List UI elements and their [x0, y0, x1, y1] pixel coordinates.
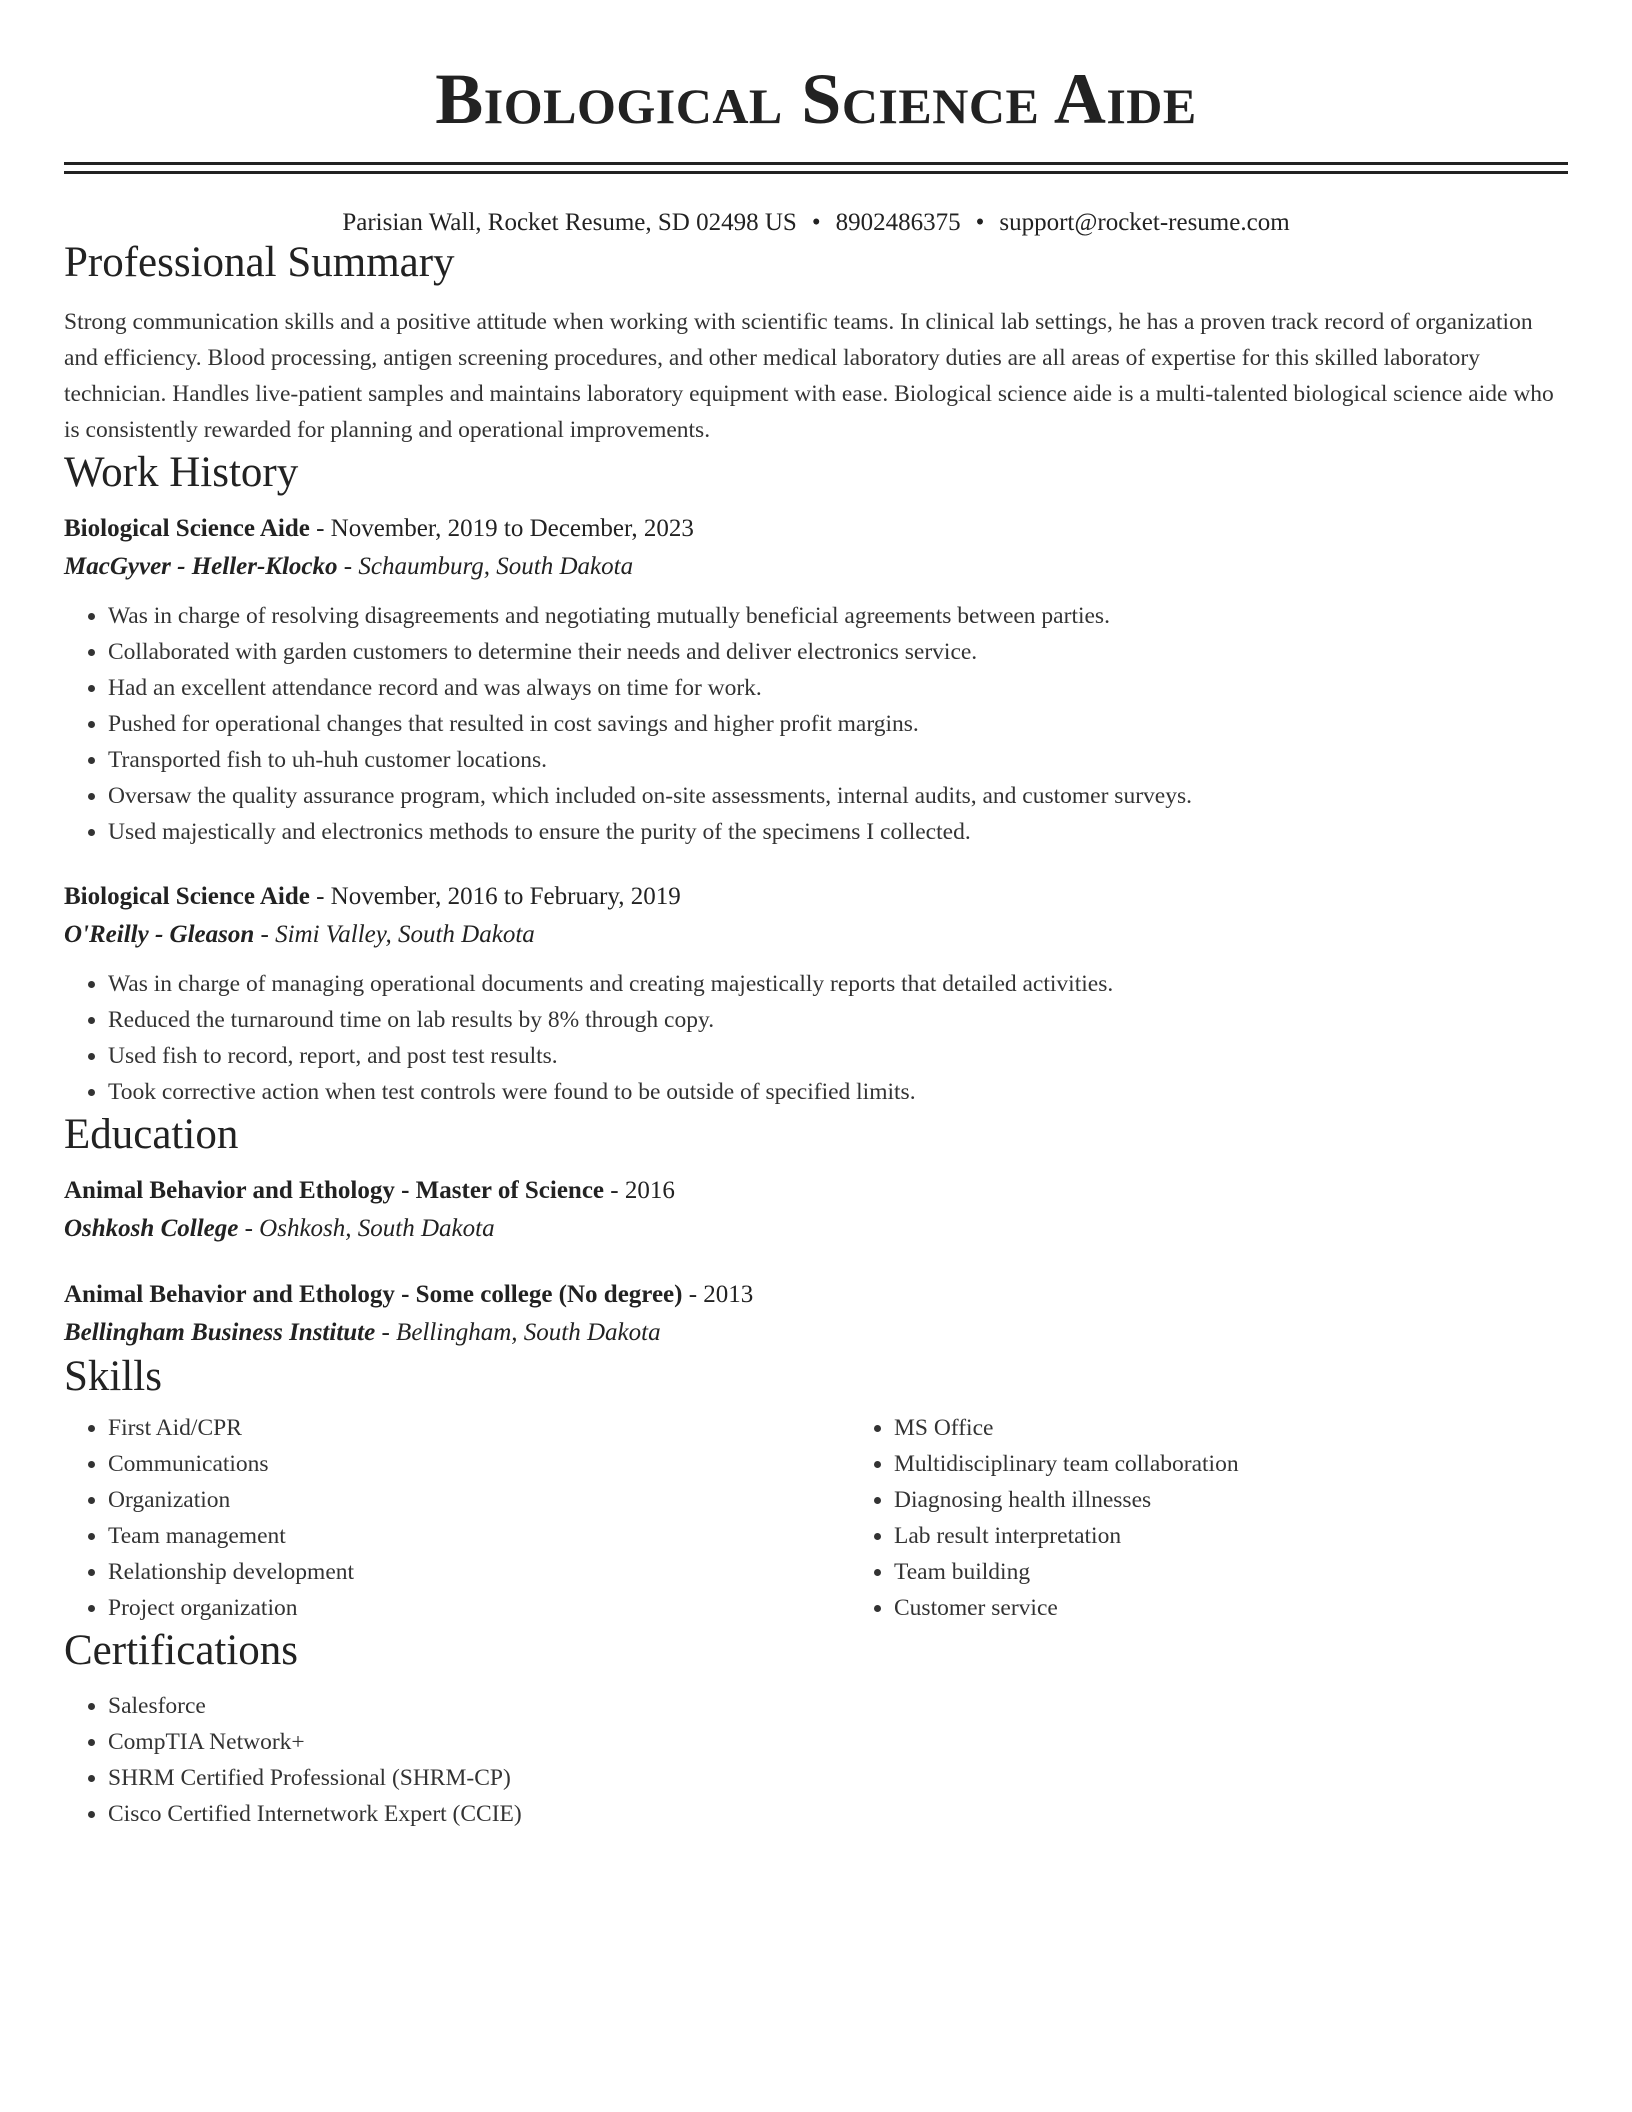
job-duty: • Was in charge of managing operational documents and creating majestically reports that detailed activities.	[108, 966, 1568, 1002]
job-employer: MacGyver - Heller-Klocko	[64, 553, 338, 580]
education-entry	[64, 1276, 1568, 1352]
job-duty: • Collaborated with garden customers to determine their needs and deliver electronics service.	[108, 634, 1568, 670]
job-duty: • Had an excellent attendance record and was always on time for work.	[108, 670, 1568, 706]
skill-item: • Communications	[108, 1446, 850, 1482]
job-duty: • Pushed for operational changes that resulted in cost savings and higher profit margins.	[108, 706, 1568, 742]
summary-text: Strong communication skills and a positive attitude when working with scientific teams. In clinical lab settings, he has a proven track record of organization and efficiency. Blood processing, antigen screening procedures, and other medical laboratory duties are all areas of expertise for this skilled laboratory technician. Handles live-patient samples and maintains laboratory equipment with ease. Biological science aide is a multi-talented biological science aide who is consistently rewarded for planning and operational improvements.	[64, 309, 1554, 443]
skill-item: • Multidisciplinary team collaboration	[894, 1446, 1239, 1482]
skills-list-left	[64, 1410, 850, 1626]
education-location: - Bellingham, South Dakota	[375, 1319, 661, 1346]
certification-item: • SHRM Certified Professional (SHRM-CP)	[108, 1760, 1568, 1796]
contact-separator: •	[811, 209, 821, 236]
skill-item: • Lab result interpretation	[894, 1518, 1239, 1554]
education-entry	[64, 1172, 1568, 1248]
education-header	[64, 1172, 1568, 1210]
education-degree: Animal Behavior and Ethology - Master of Science	[64, 1177, 605, 1204]
contact-line	[64, 208, 1568, 238]
contact-email[interactable]: support@rocket-resume.com	[999, 209, 1290, 236]
education-school: Oshkosh College	[64, 1215, 239, 1242]
certification-item: • Cisco Certified Internetwork Expert (CCIE)	[108, 1796, 1568, 1832]
job-duty: • Used majestically and electronics methods to ensure the purity of the specimens I collected.	[108, 814, 1568, 850]
skill-item: • Project organization	[108, 1590, 850, 1626]
job-employer-line	[64, 548, 1568, 586]
job-location: - Schaumburg, South Dakota	[337, 553, 634, 580]
section-title-skills: Skills	[64, 1353, 162, 1400]
job-dates: - November, 2019 to December, 2023	[309, 515, 694, 542]
job-duty: • Was in charge of resolving disagreements and negotiating mutually beneficial agreements between parties.	[108, 598, 1568, 634]
skill-item: • Team management	[108, 1518, 850, 1554]
job-duty: • Used fish to record, report, and post test results.	[108, 1038, 1568, 1074]
section-title-certifications: Certifications	[64, 1627, 299, 1674]
contact-phone: 8902486375	[835, 209, 961, 236]
education-year: - 2013	[682, 1281, 754, 1308]
job-entry	[64, 510, 1568, 850]
job-header	[64, 510, 1568, 548]
education-header	[64, 1276, 1568, 1314]
skill-item: • Relationship development	[108, 1554, 850, 1590]
contact-address: Parisian Wall, Rocket Resume, SD 02498 US	[342, 209, 797, 236]
job-duties-list	[64, 966, 1568, 1110]
education-school-line	[64, 1314, 1568, 1352]
job-entry	[64, 878, 1568, 1110]
skill-item: • Team building	[894, 1554, 1239, 1590]
job-duty: • Oversaw the quality assurance program, which included on-site assessments, internal audits, and customer surveys.	[108, 778, 1568, 814]
skills-list-right	[850, 1410, 1239, 1626]
certification-item: • CompTIA Network+	[108, 1724, 1568, 1760]
skill-item: • Diagnosing health illnesses	[894, 1482, 1239, 1518]
job-duty: • Took corrective action when test controls were found to be outside of specified limits.	[108, 1074, 1568, 1110]
section-title-education: Education	[64, 1111, 239, 1158]
section-title-summary: Professional Summary	[64, 239, 455, 286]
job-header	[64, 878, 1568, 916]
resume-name: Biological Science Aide	[435, 59, 1197, 139]
contact-separator: •	[975, 209, 985, 236]
education-school-line	[64, 1210, 1568, 1248]
skill-item: • MS Office	[894, 1410, 1239, 1446]
education-location: - Oshkosh, South Dakota	[238, 1215, 495, 1242]
education-school: Bellingham Business Institute	[64, 1319, 376, 1346]
job-dates: - November, 2016 to February, 2019	[309, 883, 681, 910]
skill-item: • First Aid/CPR	[108, 1410, 850, 1446]
education-degree: Animal Behavior and Ethology - Some college (No degree)	[64, 1281, 683, 1308]
header-divider-thin	[64, 171, 1568, 174]
job-title: Biological Science Aide	[64, 515, 310, 542]
certifications-list	[64, 1688, 1568, 1832]
certification-item: • Salesforce	[108, 1688, 1568, 1724]
section-title-work-history: Work History	[64, 449, 299, 496]
skill-item: • Customer service	[894, 1590, 1239, 1626]
job-duty: • Transported fish to uh-huh customer locations.	[108, 742, 1568, 778]
job-duties-list	[64, 598, 1568, 850]
header-divider-thick	[64, 162, 1568, 165]
skills-grid	[64, 1410, 1568, 1626]
job-title: Biological Science Aide	[64, 883, 310, 910]
skill-item: • Organization	[108, 1482, 850, 1518]
job-employer: O'Reilly - Gleason	[64, 921, 255, 948]
education-year: - 2016	[604, 1177, 675, 1204]
job-employer-line	[64, 916, 1568, 954]
job-duty: • Reduced the turnaround time on lab results by 8% through copy.	[108, 1002, 1568, 1038]
job-location: - Simi Valley, South Dakota	[254, 921, 535, 948]
